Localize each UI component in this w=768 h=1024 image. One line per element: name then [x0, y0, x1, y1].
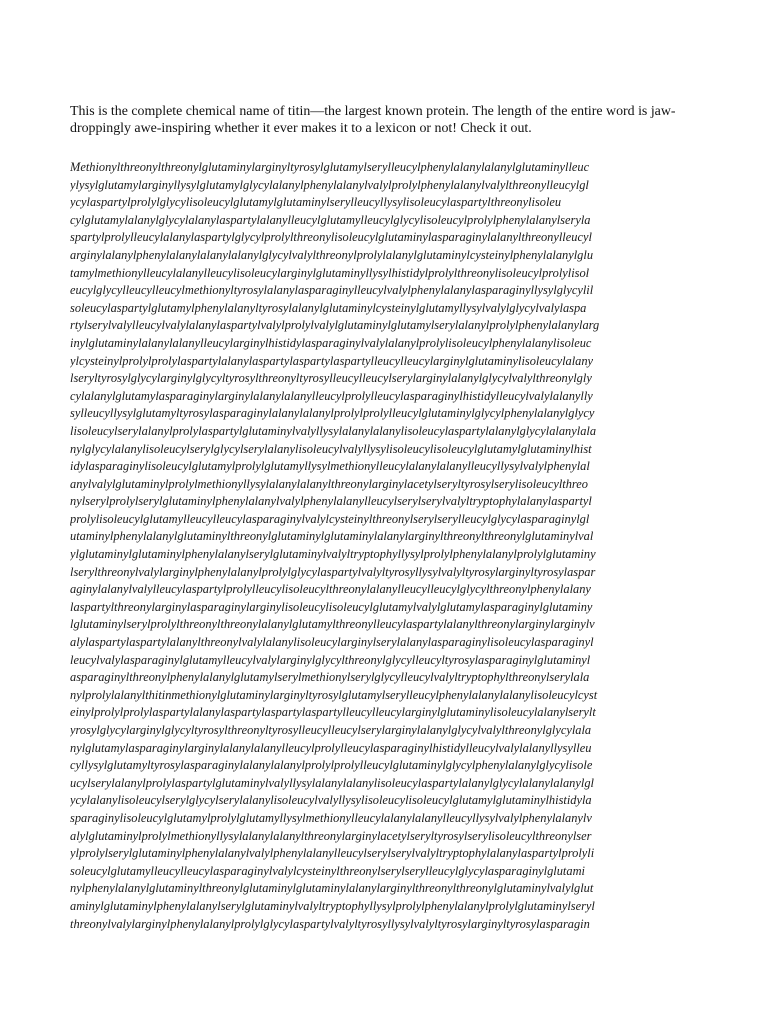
chemical-name-line: cylglutamylalanylglycylalanylaspartylalanylleucylglutamylleucylglycylisoleucylprolylphenylalanylseryla: [70, 212, 591, 227]
chemical-name-line: soleucylaspartylglutamylphenylalanyltyrosylalanylglutaminylcysteinylglutamyllysylvalylglycylvalylaspa: [70, 300, 587, 315]
chemical-name-line: sparaginylisoleucylglutamylprolylglutamyllysylmethionylleucylalanylalanylleucyllysylvalylphenylalanylv: [70, 810, 592, 825]
chemical-name-line: ucylserylalanylprolylaspartylglutaminylvalyllysylalanylalanylisoleucylaspartylalanylglycylalanylalanylgl: [70, 775, 594, 790]
chemical-name-line: anylvalylglutaminylprolylmethionyllysylalanylalanylthreonylarginylacetylseryltyrosylserylisoleucylthreo: [70, 476, 588, 491]
chemical-name-line: nylprolylalanylthitinmethionylglutaminylarginyltyrosylglutamylserylleucylphenylalanylalanylisoleucylcyst: [70, 687, 598, 702]
chemical-name-line: soleucylglutamylleucylleucylasparaginylvalylcysteinylthreonylserylserylleucylglycylasparaginylglutami: [70, 863, 585, 878]
chemical-name-line: idylasparaginylisoleucylglutamylprolylglutamyllysylmethionylleucylalanylalanylleucyllysylvalylphenylal: [70, 459, 590, 474]
chemical-name-line: alylglutaminylprolylmethionyllysylalanylalanylthreonylarginylacetylseryltyrosylserylisoleucylthreonylser: [70, 828, 592, 843]
chemical-name-line: nylglycylalanylisoleucylserylglycylserylalanylisoleucylvalyllysylisoleucylisoleucylglutamylglutaminylhist: [70, 441, 592, 456]
chemical-name-line: leucylvalylasparaginylglutamylleucylvalylarginylglycylthreonylglycylleucyltyrosylasparaginylglutaminyl: [70, 652, 591, 667]
chemical-name-line: lglutaminylserylprolylthreonylthreonylalanylglutamylthreonylleucylaspartylalanylthreonylarginylarginylv: [70, 617, 595, 632]
chemical-name-line: sylleucyllysylglutamyltyrosylasparaginylalanylalanylprolylprolylleucylglutaminylglycylphenylalanylglycy: [70, 406, 595, 421]
chemical-name-line: cyllysylglutamyltyrosylasparaginylalanylalanylprolylprolylleucylglutaminylglycylphenylalanylglycylisole: [70, 758, 593, 773]
chemical-name-line: nylphenylalanylglutaminylthreonylglutaminylglutaminylalanylarginylthreonylthreonylglutaminylvalylglut: [70, 881, 594, 896]
chemical-name-line: arginylalanylphenylalanylalanylalanylglycylvalylthreonylprolylalanylglutaminylcysteinylphenylalanylglu: [70, 247, 594, 262]
chemical-name-line: lserylthreonylvalylarginylphenylalanylprolylglycylaspartylvalyltyrosyllysylvalyltyrosylarginyltyrosylaspar: [70, 564, 596, 579]
chemical-name-line: ylysylglutamylarginyllysylglutamylglycylalanylphenylalanylvalylprolylphenylalanylvalylthreonylleucylgl: [70, 177, 589, 192]
chemical-name-line: eucylglycylleucylleucylmethionyltyrosylalanylasparaginylleucylvalylphenylalanylasparaginyllysylglycylil: [70, 283, 594, 298]
chemical-name-line: Methionylthreonylthreonylglutaminylarginyltyrosylglutamylserylleucylphenylalanylalanylglutaminylleuc: [70, 160, 590, 174]
chemical-name-line: nylglutamylasparaginylarginylalanylalanylleucylprolylleucylasparaginylhistidylleucylvalylalanyllysylleu: [70, 740, 592, 755]
chemical-name-line: inylglutaminylalanylalanylleucylarginylhistidylasparaginylvalylalanylprolylisoleucylphenylalanylisoleuc: [70, 335, 592, 350]
chemical-name-line: rtylserylvalylleucylvalylalanylaspartylvalylprolylvalylglutaminylglutamylserylalanylprolylphenylalanylarg: [70, 318, 600, 333]
chemical-name-line: lisoleucylserylalanylprolylaspartylglutaminylvalyllysylalanylalanylisoleucylaspartylalanylglycylalanylala: [70, 423, 597, 438]
chemical-name-line: spartylprolylleucylalanylaspartylglycylprolylthreonylisoleucylglutaminylasparaginylalanylthreonylleucyl: [70, 230, 592, 245]
chemical-name-line: yrosylglycylarginylglycyltyrosylthreonyltyrosylleucylleucylserylarginylalanylglycylvalylthreonylglycylala: [70, 723, 592, 737]
chemical-name-line: asparaginylthreonylphenylalanylglutamylserylmethionylserylglycylleucylvalyltryptophylthreonylserylala: [70, 670, 590, 685]
chemical-name-line: aminylglutaminylphenylalanylserylglutaminylvalyltryptophyllysylprolylphenylalanylprolylglutaminylseryl: [70, 898, 595, 913]
chemical-name-line: cylalanylglutamylasparaginylarginylalanylalanylleucylprolylleucylasparaginylhistidylleucylvalylalanylly: [70, 388, 593, 403]
chemical-name-line: ylprolylserylglutaminylphenylalanylvalylphenylalanylleucylserylserylvalyltryptophylalanylaspartylprolyli: [70, 846, 595, 861]
chemical-name-line: ycylaspartylprolylglycylisoleucylglutamylglutaminylserylleucyllysylisoleucylaspartylthreonylisoleu: [70, 195, 562, 210]
chemical-name-line: ylcysteinylprolylprolylaspartylalanylaspartylaspartylaspartylleucylleucylarginylglutaminylisoleucylalany: [70, 353, 594, 368]
chemical-name-line: threonylvalylarginylphenylalanylprolylglycylaspartylvalyltyrosyllysylvalyltyrosylarginyltyrosylasparagin: [70, 916, 590, 931]
chemical-name-line: nylserylprolylserylglutaminylphenylalanylvalylphenylalanylleucylserylserylvalyltryptophylalanylaspartyl: [70, 494, 592, 509]
chemical-name-line: ylglutaminylglutaminylphenylalanylserylglutaminylvalyltryptophyllysylprolylphenylalanylprolylglutaminy: [70, 547, 596, 562]
titin-chemical-name: [70, 159, 694, 933]
chemical-name-line: aginylalanylvalylleucylaspartylprolylleucylisoleucylthreonylalanylleucylleucylglycylthreonylphenylalany: [70, 582, 591, 597]
chemical-name-line: ycylalanylisoleucylserylglycylserylalanylisoleucylvalyllysylisoleucylisoleucylglutamylglutaminylhistidyla: [70, 793, 592, 808]
chemical-name-line: utaminylphenylalanylglutaminylthreonylglutaminylglutaminylalanylarginylthreonylthreonylglutaminylval: [70, 529, 594, 544]
chemical-name-line: einylprolylprolylaspartylalanylaspartylaspartylaspartylleucylleucylarginylglutaminylisoleucylalanylserylt: [70, 705, 596, 720]
chemical-name-line: prolylisoleucylglutamylleucylleucylasparaginylvalylcysteinylthreonylserylserylleucylglycylasparaginylgl: [70, 511, 590, 526]
intro-paragraph: This is the complete chemical name of titin—the largest known protein. The length of the entire word is jaw-droppingly awe-inspiring whether it ever makes it to a lexicon or not! Check it out.: [70, 104, 676, 136]
chemical-name-line: alylaspartylaspartylalanylthreonylvalylalanylisoleucylarginylserylalanylasparaginylisoleucylasparaginyl: [70, 635, 594, 650]
chemical-name-line: lseryltyrosylglycylarginylglycyltyrosylthreonyltyrosylleucylleucylserylarginylalanylglycylvalylthreonylgly: [70, 371, 592, 386]
chemical-name-line: tamylmethionylleucylalanylleucylisoleucylarginylglutaminyllysylhistidylprolylthreonylisoleucylprolylisol: [70, 265, 590, 280]
chemical-name-line: laspartylthreonylarginylasparaginylarginylisoleucylisoleucylglutamylvalylglutamylasparaginylglutaminy: [70, 599, 593, 614]
